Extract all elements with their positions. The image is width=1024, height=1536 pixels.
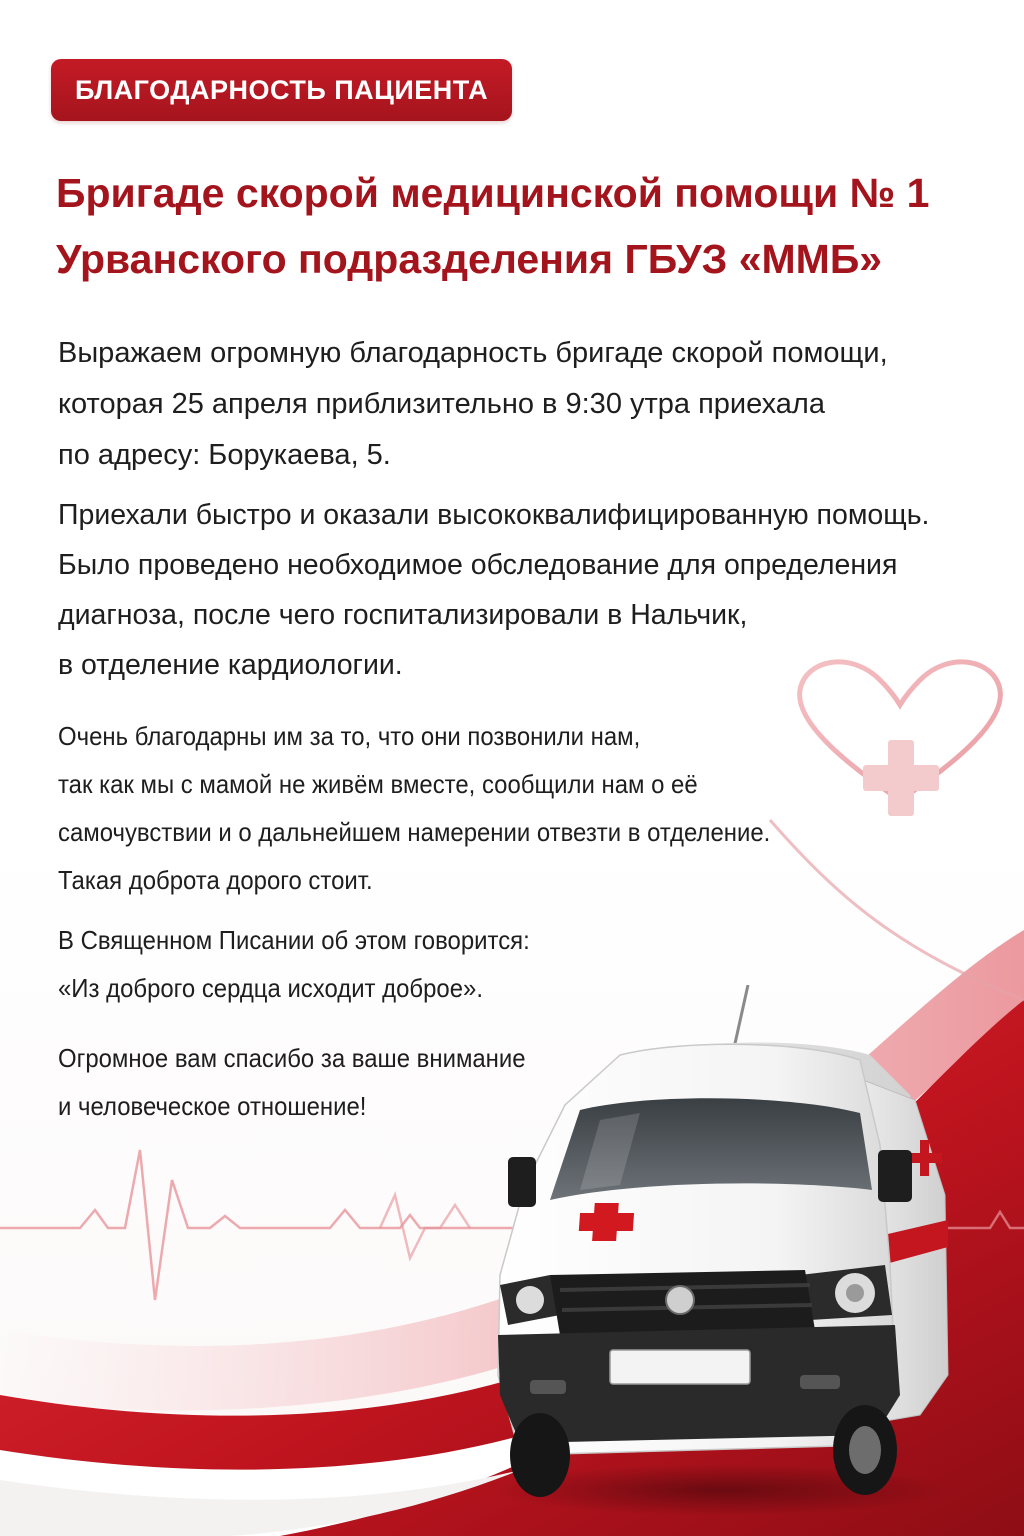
paragraph-4 <box>58 916 530 1012</box>
text-line: диагноза, после чего госпитализировали в Нальчик, <box>58 599 748 631</box>
text-line: и человеческое отношение! <box>58 1091 367 1121</box>
text-line: которая 25 апреля приблизительно в 9:30 утра приехала <box>58 388 825 420</box>
text-line: Приехали быстро и оказали высококвалифицированную помощь. <box>58 499 930 531</box>
text-line: Было проведено необходимое обследование для определения <box>58 549 898 581</box>
text-line: Выражаем огромную благодарность бригаде скорой помощи, <box>58 337 888 369</box>
text-line: Очень благодарны им за то, что они позвонили нам, <box>58 721 641 751</box>
ambulance-van <box>470 985 950 1525</box>
page-title <box>56 160 996 292</box>
paragraph-3 <box>58 712 770 904</box>
badge-label: БЛАГОДАРНОСТЬ ПАЦИЕНТА <box>75 74 489 105</box>
category-badge <box>51 59 512 121</box>
paragraph-2 <box>58 490 929 690</box>
title-line-2: Урванского подразделения ГБУЗ «ММБ» <box>56 236 883 282</box>
text-line: В Священном Писании об этом говорится: <box>58 925 530 955</box>
paragraph-1 <box>58 328 888 481</box>
text-line: самочувствии и о дальнейшем намерении отвезти в отделение. <box>58 817 771 847</box>
title-line-1: Бригаде скорой медицинской помощи № 1 <box>56 170 930 216</box>
text-line: Огромное вам спасибо за ваше внимание <box>58 1043 526 1073</box>
text-line: Такая доброта дорого стоит. <box>58 865 373 895</box>
text-line: по адресу: Борукаева, 5. <box>58 439 391 471</box>
paragraph-5 <box>58 1034 526 1130</box>
text-line: так как мы с мамой не живём вместе, сообщили нам о её <box>58 769 698 799</box>
text-line: в отделение кардиологии. <box>58 649 403 681</box>
scripture-quote: «Из доброго сердца исходит доброе». <box>58 973 483 1003</box>
